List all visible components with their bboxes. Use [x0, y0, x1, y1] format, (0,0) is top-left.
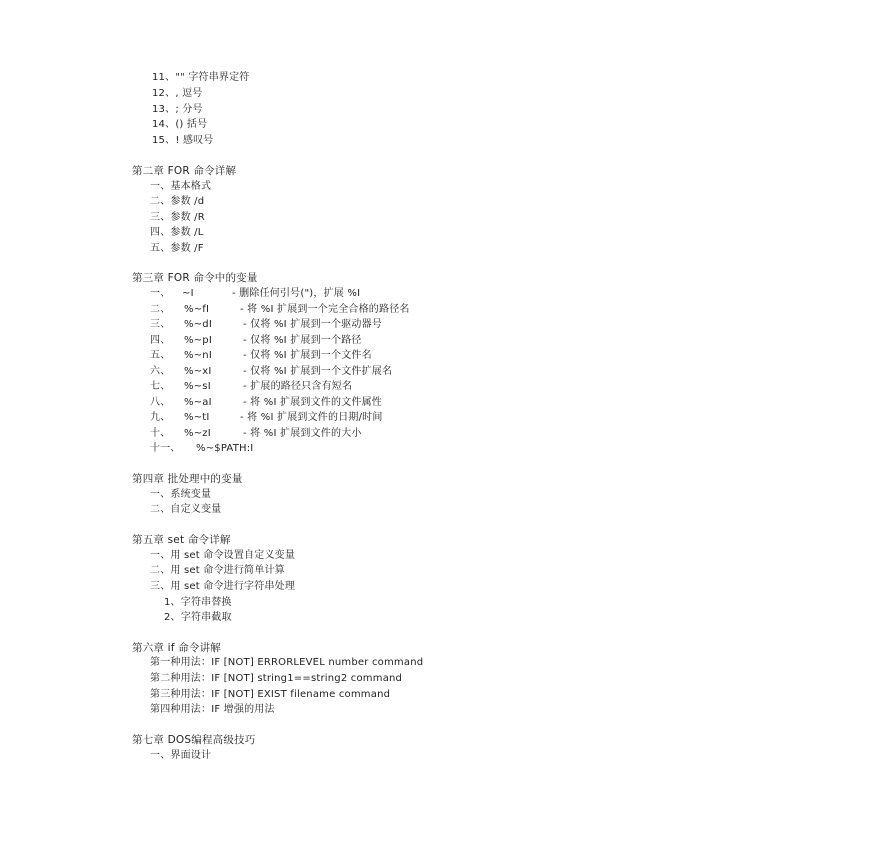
item-number: 六、 [150, 366, 171, 377]
list-item: 一、系统变量 [150, 489, 212, 500]
variable-description: - 仅将 %I 扩展到一个文件扩展名 [243, 366, 393, 377]
variable-name: ~I [182, 288, 194, 299]
list-item: 15、! 感叹号 [152, 135, 214, 146]
list-item: 五、参数 /F [150, 243, 204, 254]
list-item: 二、用 set 命令进行简单计算 [150, 565, 285, 576]
variable-description: - 仅将 %I 扩展到一个路径 [243, 335, 362, 346]
list-item: 三、参数 /R [150, 212, 205, 223]
list-item: 13、; 分号 [152, 104, 203, 115]
variable-name: %~tI [184, 412, 210, 423]
list-item: 四、参数 /L [150, 227, 204, 238]
item-number: 七、 [150, 381, 171, 392]
chapter-title-5: 第五章 set 命令详解 [132, 534, 231, 546]
list-item: 二、自定义变量 [150, 504, 222, 515]
chapter-title-7: 第七章 DOS编程高级技巧 [132, 734, 256, 746]
list-item: 二、参数 /d [150, 196, 205, 207]
list-item: 14、() 括号 [152, 119, 208, 130]
list-item: 一、基本格式 [150, 181, 212, 192]
item-number: 五、 [150, 350, 171, 361]
variable-description: - 扩展的路径只含有短名 [243, 381, 353, 392]
chapter-title-2: 第二章 FOR 命令详解 [132, 165, 237, 177]
item-number: 八、 [150, 397, 171, 408]
item-number: 二、 [150, 304, 171, 315]
sub-list-item: 1、字符串替换 [164, 597, 232, 608]
variable-description: - 仅将 %I 扩展到一个文件名 [243, 350, 372, 361]
variable-description: - 仅将 %I 扩展到一个驱动器号 [243, 319, 382, 330]
chapter-title-4: 第四章 批处理中的变量 [132, 473, 243, 485]
variable-name: %~xI [184, 366, 212, 377]
item-number: 四、 [150, 335, 171, 346]
list-item: 12、, 逗号 [152, 88, 203, 99]
chapter-title-6: 第六章 if 命令讲解 [132, 642, 221, 654]
list-item: 一、用 set 命令设置自定义变量 [150, 550, 296, 561]
variable-name: %~dI [184, 319, 212, 330]
item-number: 九、 [150, 412, 171, 423]
variable-name: %~nI [184, 350, 212, 361]
list-item: 第二种用法：IF [NOT] string1==string2 command [150, 673, 403, 684]
variable-name: %~pI [184, 335, 212, 346]
variable-description: - 将 %I 扩展到文件的日期/时间 [240, 412, 383, 423]
variable-description: - 将 %I 扩展到文件的大小 [243, 428, 362, 439]
sub-list-item: 2、字符串截取 [164, 612, 232, 623]
list-item: 一、界面设计 [150, 750, 212, 761]
chapter-title-3: 第三章 FOR 命令中的变量 [132, 272, 258, 284]
list-item: 11、"" 字符串界定符 [152, 72, 250, 83]
list-item: 第一种用法：IF [NOT] ERRORLEVEL number command [150, 657, 424, 668]
item-number: 三、 [150, 319, 171, 330]
item-number: 十、 [150, 428, 171, 439]
variable-name: %~$PATH:I [196, 443, 254, 454]
item-number: 一、 [150, 288, 171, 299]
variable-name: %~fI [184, 304, 210, 315]
variable-description: - 将 %I 扩展到一个完全合格的路径名 [240, 304, 410, 315]
list-item: 第四种用法：IF 增强的用法 [150, 704, 275, 715]
variable-description: - 删除任何引号(")，扩展 %I [232, 288, 361, 299]
variable-name: %~zI [184, 428, 211, 439]
list-item: 第三种用法：IF [NOT] EXIST filename command [150, 689, 391, 700]
variable-description: - 将 %I 扩展到文件的文件属性 [243, 397, 382, 408]
variable-name: %~sI [184, 381, 211, 392]
list-item: 三、用 set 命令进行字符串处理 [150, 581, 296, 592]
item-number: 十一、 [150, 443, 181, 454]
variable-name: %~aI [184, 397, 212, 408]
